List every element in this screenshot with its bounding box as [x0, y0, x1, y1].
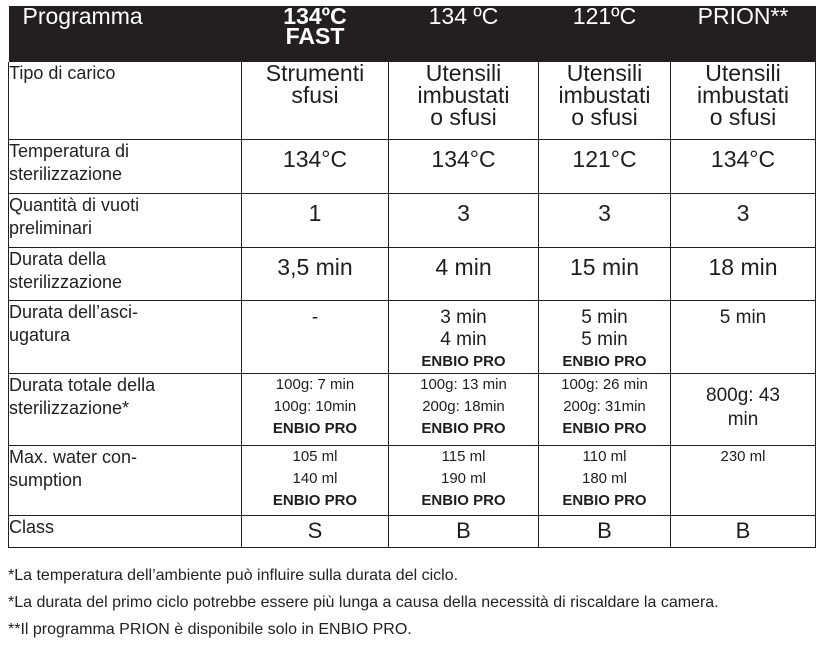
cell-line: 100g: 13 min [420, 375, 507, 393]
cell-line: 105 ml [292, 447, 338, 465]
row-label: Class [9, 515, 242, 547]
label-line: preliminari [9, 217, 93, 238]
footnote: *La temperatura dell’ambiente può influire sulla durata del ciclo. [8, 567, 459, 584]
enbio-pro-label: ENBIO PRO [272, 419, 358, 437]
row-label [9, 139, 242, 193]
row-label [9, 247, 242, 300]
table-cell: 4 min [389, 247, 539, 300]
table-cell [539, 62, 671, 139]
table-cell [242, 373, 389, 445]
table-cell: B [539, 515, 671, 547]
table-cell: B [671, 515, 816, 547]
cell-line: 5 min [581, 328, 628, 350]
header-label: Programma [22, 3, 143, 29]
cell-line: 190 ml [440, 469, 487, 487]
cell-line: 100g: 26 min [561, 375, 648, 393]
label-line: sterilizzazione [9, 271, 123, 292]
enbio-pro-label: ENBIO PRO [272, 491, 358, 509]
table-cell: 134°C [389, 139, 539, 193]
table-cell [671, 62, 816, 139]
table-cell [671, 373, 816, 445]
cell-line: 110 ml [582, 447, 627, 465]
cell-line: 4 min [440, 328, 487, 350]
table-cell [242, 62, 389, 139]
cell-line: 100g: 10min [273, 397, 357, 415]
label-line: ugatura [9, 324, 71, 345]
cell-line: 200g: 18min [422, 397, 505, 415]
cell-line: o sfusi [571, 104, 638, 130]
table-cell [539, 300, 671, 373]
sterilization-programs-table [8, 3, 816, 548]
table-row [9, 300, 816, 373]
cell-line: 800g: 43 [706, 384, 780, 406]
row-label: Tipo di carico [9, 62, 242, 139]
cell-line: - [311, 306, 319, 328]
cell-line: Utensili [425, 60, 502, 86]
header-program-prion: PRION** [697, 3, 789, 29]
table-row [9, 515, 816, 547]
header-program-121: 121ºC [572, 3, 637, 29]
label-line: Temperatura di [9, 140, 130, 161]
enbio-pro-label: ENBIO PRO [562, 352, 647, 370]
label-line: sumption [9, 469, 83, 490]
header-line: FAST [285, 23, 345, 49]
cell-line: o sfusi [430, 104, 497, 130]
footnote: *La durata del primo ciclo potrebbe essere più lunga a causa della necessità di riscaldare la camera. [8, 594, 719, 611]
cell-line: Utensili [566, 60, 643, 86]
cell-line: 100g: 7 min [275, 375, 355, 393]
table-cell: 3 [389, 193, 539, 247]
table-cell [242, 300, 389, 373]
enbio-pro-label: ENBIO PRO [421, 419, 506, 437]
enbio-pro-label: ENBIO PRO [562, 419, 647, 437]
table-cell: 121°C [539, 139, 671, 193]
cell-line: o sfusi [709, 104, 777, 130]
row-label [9, 193, 242, 247]
cell-line: min [727, 408, 759, 430]
table-row [9, 193, 816, 247]
table-row [9, 445, 816, 515]
table-header-row [9, 6, 816, 62]
cell-line: imbustati [696, 82, 790, 108]
table-row [9, 62, 816, 139]
table-cell [539, 373, 671, 445]
table-cell [671, 445, 816, 515]
footnotes [8, 562, 719, 643]
table-cell [389, 373, 539, 445]
table-cell: 3 [539, 193, 671, 247]
label-line: Durata dell’asci- [9, 301, 139, 322]
cell-line: 200g: 31min [563, 397, 646, 415]
cell-line: 5 min [719, 306, 767, 328]
table-cell: B [389, 515, 539, 547]
enbio-pro-label: ENBIO PRO [421, 352, 506, 370]
table-row [9, 139, 816, 193]
table-cell: 18 min [671, 247, 816, 300]
cell-line: 180 ml [581, 469, 628, 487]
table-cell [389, 62, 539, 139]
table-cell [242, 445, 389, 515]
header-line: 134ºC [283, 3, 347, 29]
cell-line: imbustati [558, 82, 651, 108]
row-label [9, 445, 242, 515]
cell-line: 230 ml [720, 447, 766, 465]
label-line: Durata della [9, 248, 107, 269]
table-cell: 3,5 min [242, 247, 389, 300]
table-cell: 134°C [242, 139, 389, 193]
label-line: sterilizzazione* [9, 397, 130, 418]
label-line: sterilizzazione [9, 163, 123, 184]
cell-line: 115 ml [441, 447, 486, 465]
header-program-134-fast [242, 3, 389, 62]
table-cell [389, 300, 539, 373]
footnote: **Il programma PRION è disponibile solo in ENBIO PRO. [8, 621, 412, 638]
label-line: Quantità di vuoti [9, 194, 140, 215]
cell-line: Utensili [705, 60, 781, 86]
table-cell: 1 [242, 193, 389, 247]
table-cell: 3 [671, 193, 816, 247]
table-cell [539, 445, 671, 515]
cell-line: 140 ml [292, 469, 338, 487]
table-row [9, 247, 816, 300]
header-program-134: 134 ºC [428, 3, 499, 29]
label-line: Durata totale della [9, 374, 156, 395]
cell-line: 3 min [440, 306, 487, 328]
label-line: Max. water con- [9, 446, 138, 467]
table-cell [389, 445, 539, 515]
enbio-pro-label: ENBIO PRO [562, 491, 647, 509]
cell-line: Strumenti [265, 60, 365, 86]
cell-line: sfusi [291, 82, 339, 108]
table-cell [671, 300, 816, 373]
table-cell: S [242, 515, 389, 547]
cell-line: imbustati [417, 82, 510, 108]
row-label [9, 373, 242, 445]
table-cell: 15 min [539, 247, 671, 300]
table-row [9, 373, 816, 445]
cell-line: 5 min [581, 306, 628, 328]
enbio-pro-label: ENBIO PRO [421, 491, 506, 509]
table-cell: 134°C [671, 139, 816, 193]
row-label [9, 300, 242, 373]
